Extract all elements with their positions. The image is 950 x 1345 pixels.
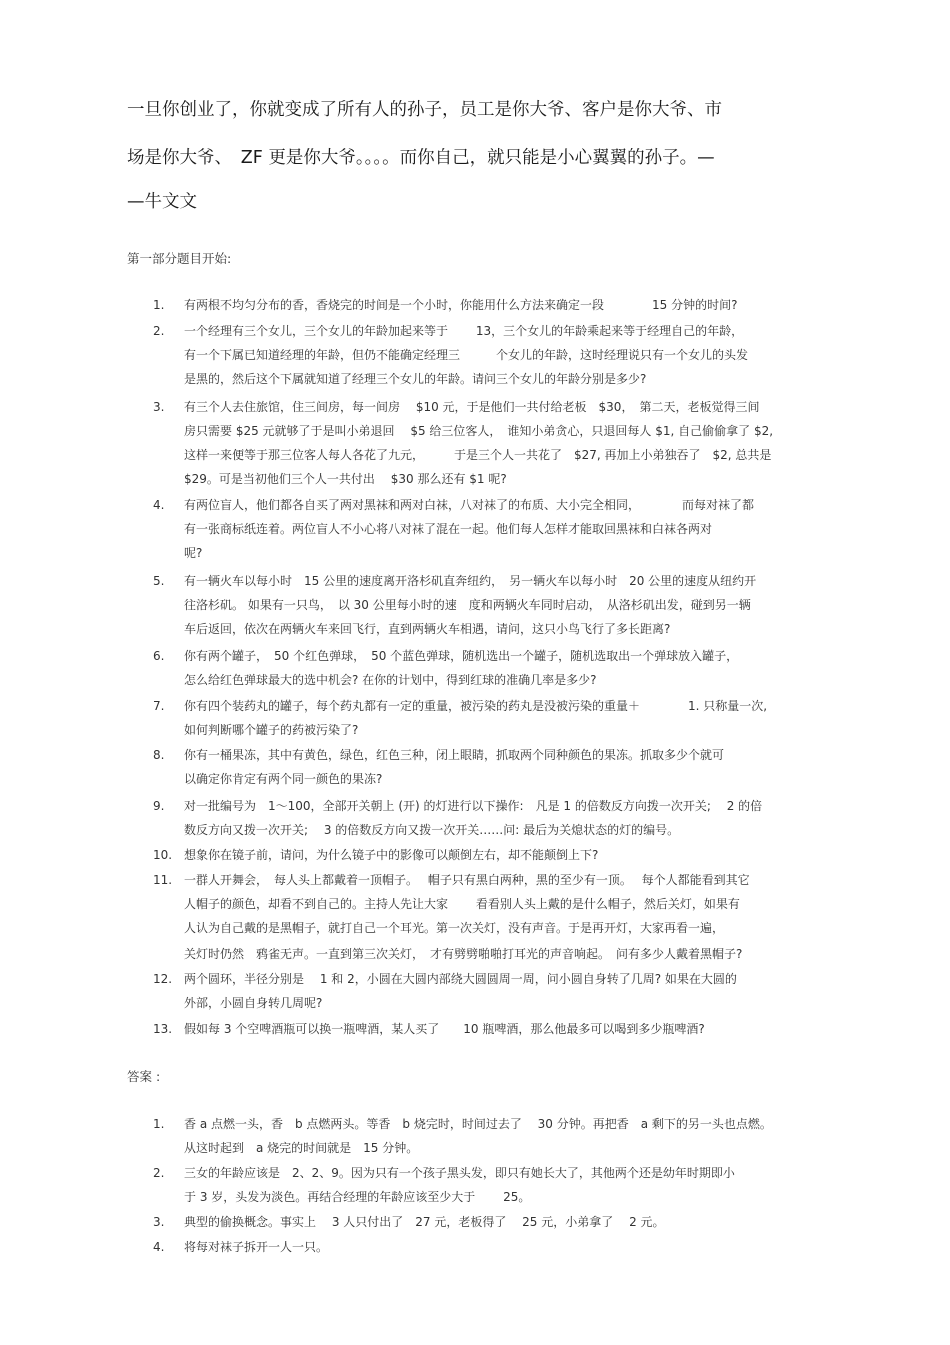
question-text: 假如每 3 个空啤酒瓶可以换一瓶啤酒，某人买了 10 瓶啤酒，那么他最多可以喝到多少瓶啤酒?	[184, 1022, 705, 1036]
question-text: 你有一桶果冻，其中有黄色，绿色，红色三种，闭上眼睛，抓取两个同种颜色的果冻。抓取多少个就可	[184, 748, 725, 762]
intro-line: 一旦你创业了，你就变成了所有人的孙子，员工是你大爷、客户是你大爷、市	[127, 100, 722, 120]
question-text: 人帽子的颜色，却看不到自己的。主持人先让大家 看看别人头上戴的是什么帽子，然后关灯，如果有	[184, 897, 740, 911]
question-number: 7.	[153, 699, 165, 713]
question-text: 往洛杉矶。 如果有一只鸟， 以 30 公里每小时的速 度和两辆火车同时启动， 从洛杉矶出发，碰到另一辆	[184, 598, 751, 612]
question-text: 有两位盲人，他们都各自买了两对黑袜和两对白袜，八对袜了的布质、大小完全相同， 而每对袜了都	[184, 498, 755, 512]
answer-text: 从这时起到 a 烧完的时间就是 15 分钟。	[184, 1141, 419, 1155]
question-number: 13.	[153, 1022, 173, 1036]
question-text: 以确定你肯定有两个同一颜色的果冻?	[184, 772, 383, 786]
part1-label: 第一部分题目开始:	[127, 251, 232, 266]
question-number: 10.	[153, 848, 173, 862]
question-number: 8.	[153, 748, 165, 762]
answer-number: 2.	[153, 1166, 165, 1180]
answer-text: 于 3 岁，头发为淡色。再结合经理的年龄应该至少大于 25。	[184, 1190, 531, 1204]
question-text: 有三个人去住旅馆，住三间房，每一间房 $10 元，于是他们一共付给老板 $30， 第二天，老板觉得三间	[184, 400, 760, 414]
question-number: 12.	[153, 972, 173, 986]
question-text: 如何判断哪个罐子的药被污染了?	[184, 723, 359, 737]
question-number: 11.	[153, 873, 173, 887]
question-number: 4.	[153, 498, 165, 512]
question-text: 有一张商标纸连着。两位盲人不小心将八对袜了混在一起。他们每人怎样才能取回黑袜和白袜各两对	[184, 522, 713, 536]
question-text: 想象你在镜子前，请问，为什么镜子中的影像可以颠倒左右，却不能颠倒上下?	[184, 848, 599, 862]
question-text: 两个圆环，半径分别是 1 和 2，小圆在大圆内部绕大圆圆周一周，问小圆自身转了几周? 如果在大圆的	[184, 972, 737, 986]
answer-number: 4.	[153, 1240, 165, 1254]
question-number: 2.	[153, 324, 165, 338]
question-number: 6.	[153, 649, 165, 663]
answer-text: 典型的偷换概念。事实上 3 人只付出了 27 元，老板得了 25 元，小弟拿了 2 元。	[184, 1215, 665, 1229]
question-text: 是黑的，然后这个下属就知道了经理三个女儿的年龄。请问三个女儿的年龄分别是多少?	[184, 372, 647, 386]
question-number: 5.	[153, 574, 165, 588]
question-text: 一群人开舞会， 每人头上都戴着一顶帽子。 帽子只有黑白两种，黑的至少有一顶。 每个人都能看到其它	[184, 873, 750, 887]
answers-label: 答案 :	[127, 1069, 161, 1084]
question-text: 人认为自己戴的是黑帽子，就打自己一个耳光。第一次关灯，没有声音。于是再开灯，大家再看一遍，	[184, 921, 725, 935]
question-text: 有一个下属已知道经理的年龄，但仍不能确定经理三 个女儿的年龄，这时经理说只有一个女儿的头发	[184, 348, 749, 362]
question-number: 1.	[153, 298, 165, 312]
question-text: $29。可是当初他们三个人一共付出 $30 那么还有 $1 呢?	[184, 472, 507, 486]
question-text: 关灯时仍然 鸦雀无声。一直到第三次关灯， 才有劈劈啪啪打耳光的声音响起。 问有多少人戴着黑帽子?	[184, 947, 743, 961]
intro-line: 场是你大爷、 ZF 更是你大爷。。。。而你自己，就只能是小心翼翼的孙子。—	[127, 148, 715, 168]
question-text: 有两根不均匀分布的香，香烧完的时间是一个小时，你能用什么方法来确定一段 15 分钟的时间?	[184, 298, 738, 312]
question-text: 车后返回，依次在两辆火车来回飞行，直到两辆火车相遇，请问，这只小鸟飞行了多长距离?	[184, 622, 671, 636]
question-text: 呢?	[184, 546, 203, 560]
question-text: 外部，小圆自身转几周呢?	[184, 996, 323, 1010]
question-text: 你有两个罐子， 50 个红色弹球， 50 个蓝色弹球，随机选出一个罐子，随机选取出一个弹球放入罐子，	[184, 649, 739, 663]
question-text: 数反方向又拨一次开关; 3 的倍数反方向又拨一次开关……问: 最后为关熄状态的灯的编号。	[184, 823, 680, 837]
answer-number: 1.	[153, 1117, 165, 1131]
question-text: 一个经理有三个女儿，三个女儿的年龄加起来等于 13，三个女儿的年龄乘起来等于经理自己的年龄，	[184, 324, 744, 338]
intro-line: —牛文文	[127, 192, 197, 212]
question-text: 房只需要 $25 元就够了于是叫小弟退回 $5 给三位客人， 谁知小弟贪心，只退回每人 $1, 自己偷偷拿了 $2,	[184, 424, 774, 438]
question-text: 怎么给红色弹球最大的选中机会? 在你的计划中，得到红球的准确几率是多少?	[184, 673, 597, 687]
answer-text: 将每对袜子拆开一人一只。	[184, 1240, 329, 1254]
question-text: 你有四个装药丸的罐子，每个药丸都有一定的重量，被污染的药丸是没被污染的重量＋ 1. 只称量一次,	[184, 699, 768, 713]
question-text: 有一辆火车以每小时 15 公里的速度离开洛杉矶直奔纽约， 另一辆火车以每小时 20 公里的速度从纽约开	[184, 574, 757, 588]
answer-number: 3.	[153, 1215, 165, 1229]
question-text: 这样一来便等于那三位客人每人各花了九元， 于是三个人一共花了 $27, 再加上小弟独吞了 $2, 总共是	[184, 448, 772, 462]
question-text: 对一批编号为 1～100，全部开关朝上 (开) 的灯进行以下操作: 凡是 1 的倍数反方向拨一次开关; 2 的倍	[184, 799, 763, 813]
question-number: 3.	[153, 400, 165, 414]
answer-text: 香 a 点燃一头，香 b 点燃两头。等香 b 烧完时，时间过去了 30 分钟。再把香 a 剩下的另一头也点燃。	[184, 1117, 772, 1131]
question-number: 9.	[153, 799, 165, 813]
answer-text: 三女的年龄应该是 2、2、9。因为只有一个孩子黑头发，即只有她长大了，其他两个还是幼年时期即小	[184, 1166, 735, 1180]
